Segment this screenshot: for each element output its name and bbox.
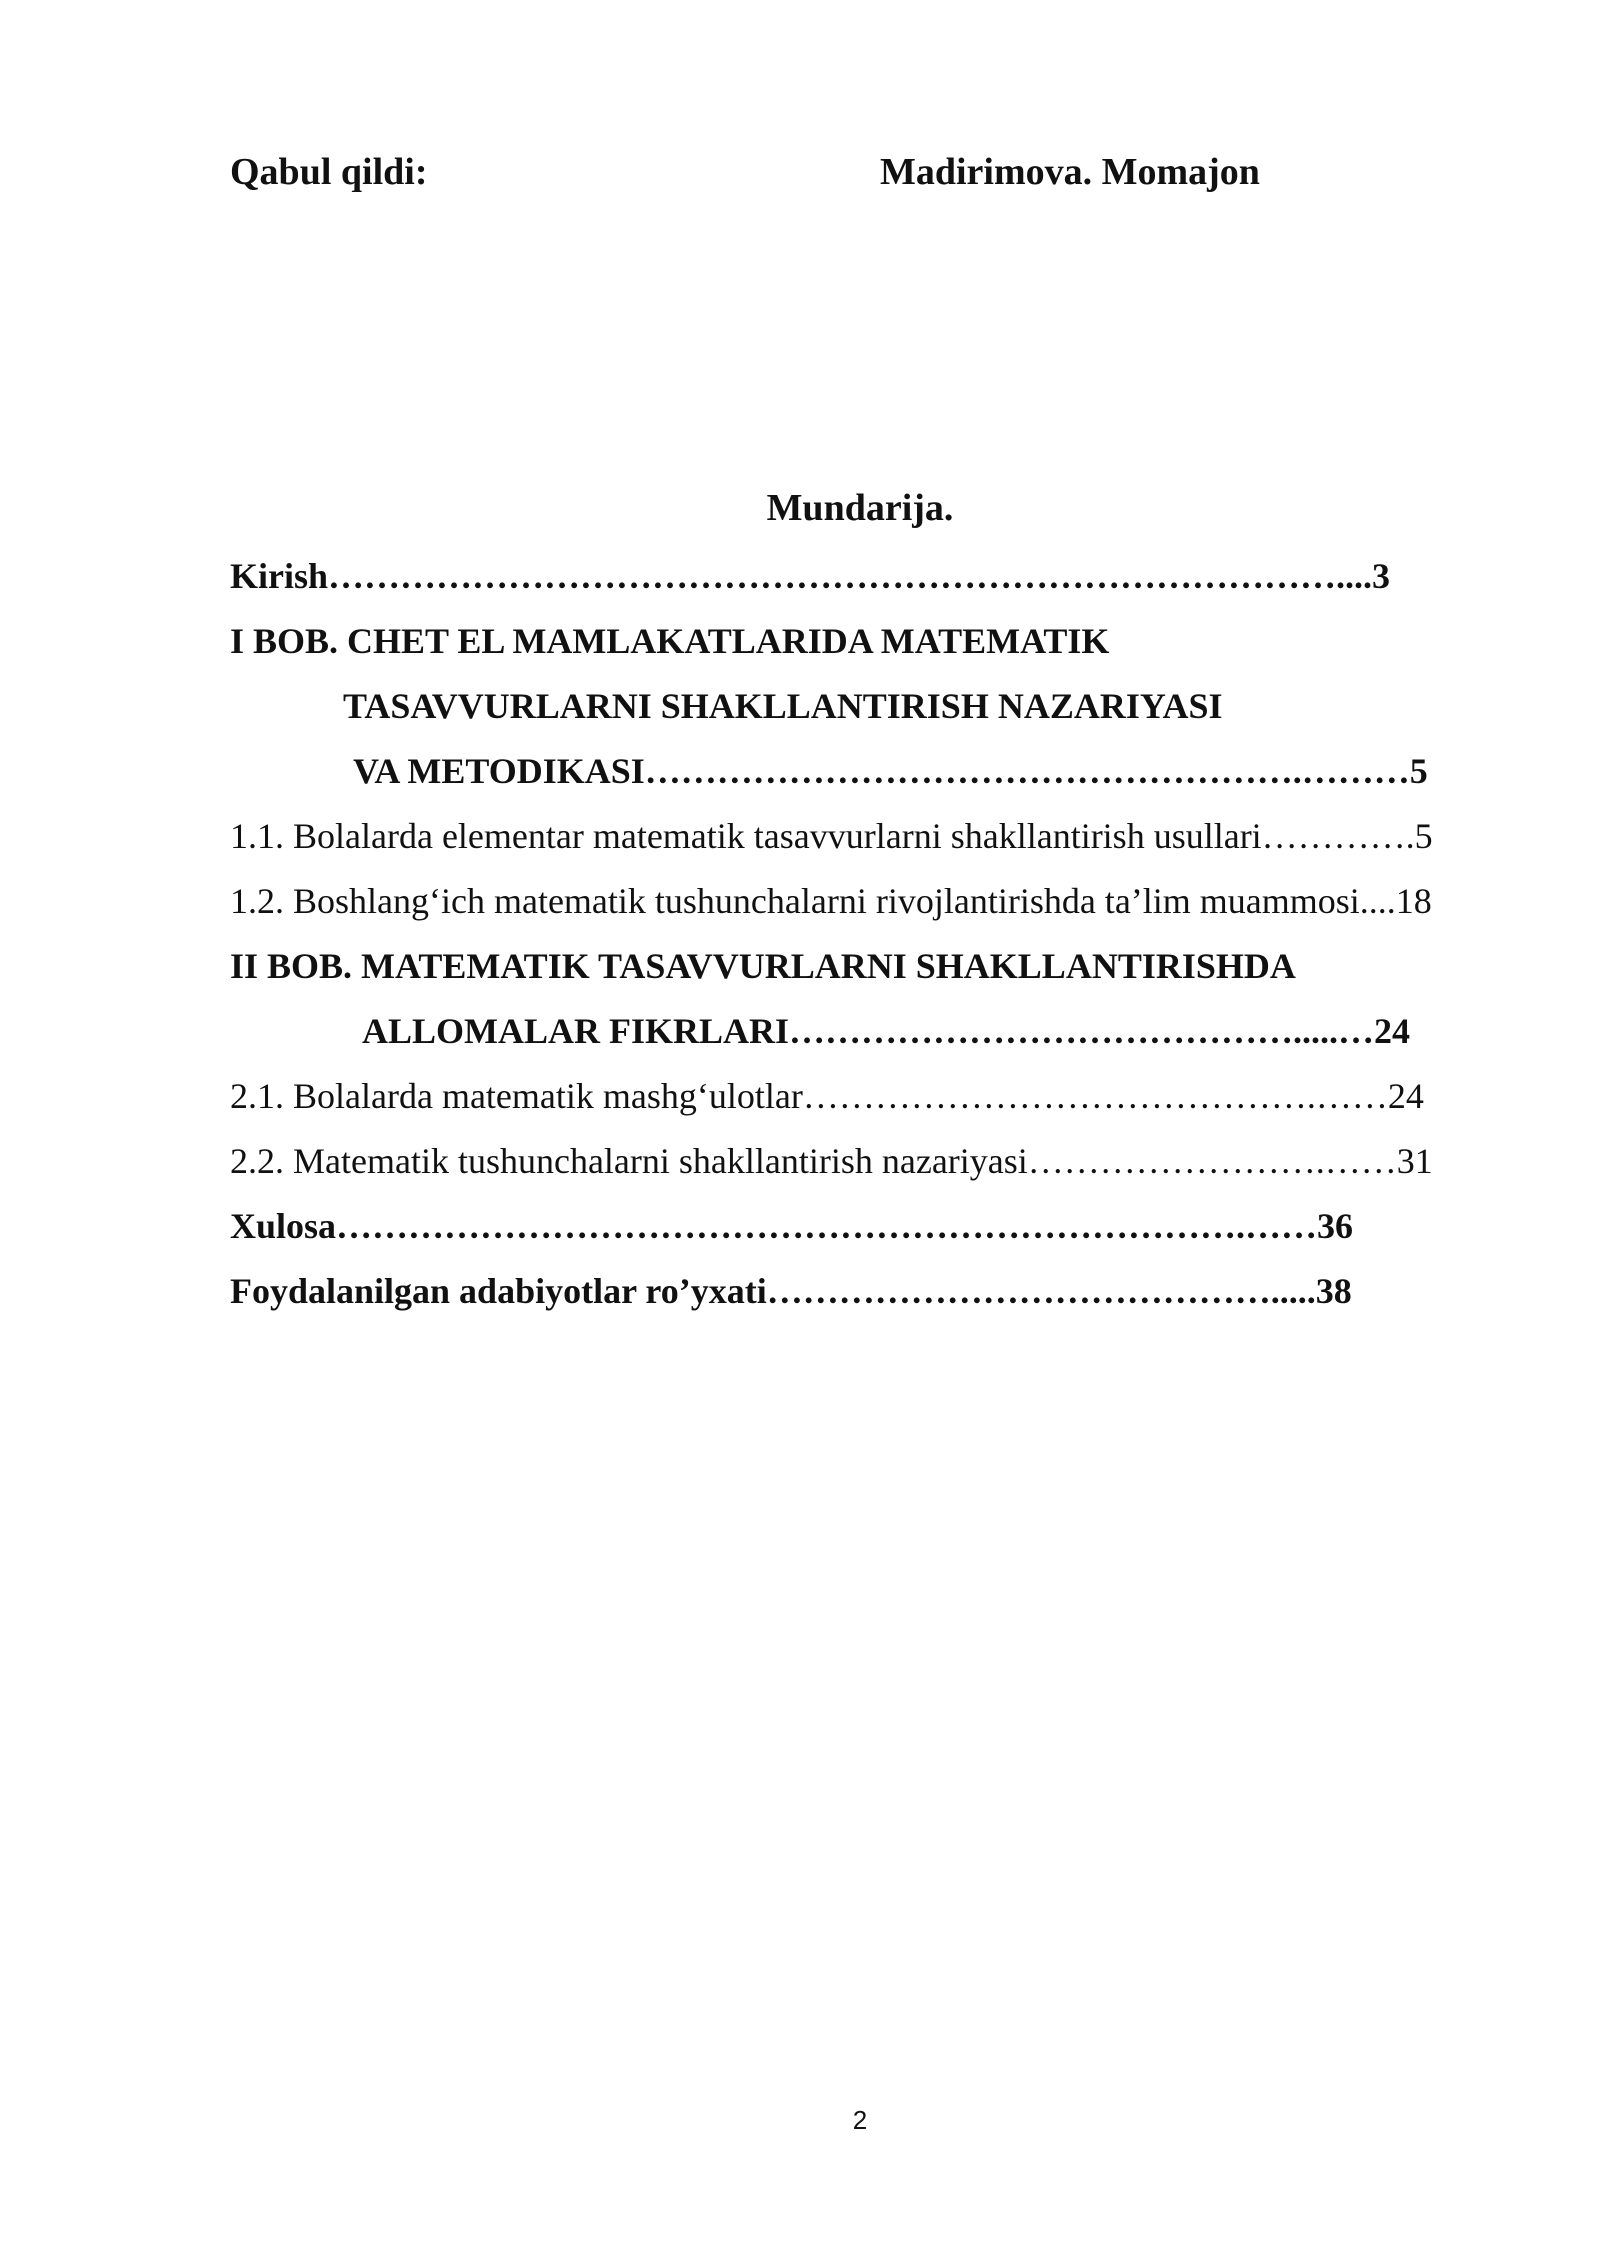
toc-entry-chapter-1-line-1: I BOB. CHET EL MAMLAKATLARIDA MATEMATIK	[230, 621, 1110, 661]
toc-title: Mundarija.	[766, 487, 954, 529]
page-number: 2	[852, 2105, 868, 2135]
toc-entry-chapter-2-line-2: ALLOMALAR FIKRLARI…………………………………….....…24	[362, 1011, 1411, 1051]
toc-entry-chapter-1-line-2: TASAVVURLARNI SHAKLLANTIRISH NAZARIYASI	[343, 686, 1223, 726]
accepted-by-label: Qabul qildi:	[230, 151, 428, 193]
author-name: Madirimova. Momajon	[880, 151, 1260, 193]
toc-entry-chapter-1-line-3: VA METODIKASI……………………………………………….………5	[353, 751, 1428, 791]
toc-entry-section-2-1: 2.1. Bolalarda matematik mashg‘ulotlar…………………………………….……24	[230, 1076, 1424, 1116]
toc-entry-conclusion: Xulosa………………………………………………………………….……36	[230, 1206, 1354, 1246]
toc-entry-references: Foydalanilgan adabiyotlar ro’yxati…………………………………….....38	[230, 1271, 1352, 1311]
toc-entry-chapter-2-line-1: II BOB. MATEMATIK TASAVVURLARNI SHAKLLANTIRISHDA	[230, 946, 1296, 986]
toc-entry-section-1-2: 1.2. Boshlang‘ich matematik tushunchalarni rivojlantirishda ta’lim muammosi....18	[230, 881, 1432, 921]
table-of-contents	[230, 548, 1490, 1328]
header-row	[230, 150, 1330, 200]
toc-entry-section-2-2: 2.2. Matematik tushunchalarni shakllantirish nazariyasi…………………….……31	[230, 1141, 1433, 1181]
toc-entry-section-1-1: 1.1. Bolalarda elementar matematik tasavvurlarni shakllantirish usullari………….5	[230, 816, 1433, 856]
toc-entry-introduction: Kirish…………………………………………………………………………....3	[230, 556, 1391, 596]
